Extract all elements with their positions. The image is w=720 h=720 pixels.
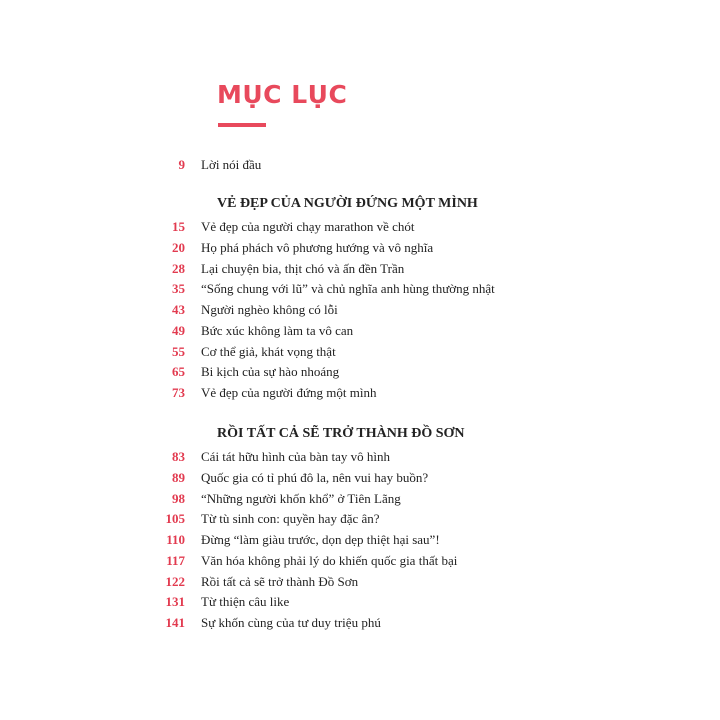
entry-title: Bi kịch của sự hào nhoáng (201, 364, 340, 380)
toc-entry[interactable] (0, 572, 358, 592)
section-heading: RỒI TẤT CẢ SẼ TRỞ THÀNH ĐỒ SƠN (217, 426, 465, 441)
toc-entry[interactable] (0, 489, 401, 509)
page-number: 65 (172, 364, 185, 380)
page-number: 141 (165, 615, 185, 630)
page-number: 117 (166, 552, 185, 568)
page-number: 15 (172, 219, 185, 234)
toc-entry[interactable] (0, 551, 457, 571)
entry-title: Lại chuyện bia, thịt chó và ấn đền Trần (201, 260, 405, 276)
entry-title: “Sống chung với lũ” và chủ nghĩa anh hùng thường nhật (201, 281, 495, 297)
entry-title: Văn hóa không phải lý do khiến quốc gia thất bại (201, 552, 458, 568)
title-underline (218, 123, 266, 127)
entry-title: Từ tù sinh con: quyền hay đặc ân? (201, 511, 380, 527)
page-number: 20 (172, 239, 185, 255)
page-number: 28 (172, 260, 185, 276)
page-number: 105 (165, 511, 185, 527)
page-number: 131 (165, 594, 185, 610)
toc-entry[interactable] (0, 613, 381, 633)
toc-entry[interactable] (0, 447, 390, 467)
entry-title: Bức xúc không làm ta vô can (201, 322, 354, 338)
entry-title: Vẻ đẹp của người đứng một mình (201, 385, 377, 400)
page-number: 43 (172, 302, 185, 317)
entry-title: Quốc gia có tỉ phú đô la, nên vui hay buồn? (201, 469, 429, 485)
entry-title: Lời nói đầu (201, 157, 262, 172)
toc-entry[interactable] (0, 321, 353, 341)
page-number: 55 (172, 343, 185, 359)
entry-title: Vẻ đẹp của người chạy marathon về chót (201, 219, 415, 234)
toc-entry[interactable] (0, 383, 377, 403)
entry-title: Rồi tất cả sẽ trở thành Đồ Sơn (201, 573, 359, 589)
entry-title: Cơ thể giả, khát vọng thật (201, 343, 336, 359)
page-number: 110 (166, 532, 185, 547)
toc-entry[interactable] (0, 530, 440, 550)
page-number: 49 (172, 322, 185, 338)
page-number: 89 (172, 469, 185, 485)
entry-title: Sự khốn cùng của tư duy triệu phú (201, 615, 381, 630)
toc-entry[interactable] (0, 592, 289, 612)
page-number: 83 (172, 449, 185, 464)
toc-entry-intro[interactable] (0, 155, 261, 175)
page-number: 9 (178, 157, 185, 172)
entry-title: Từ thiện câu like (201, 594, 290, 610)
page-number: 122 (165, 573, 185, 589)
toc-entry[interactable] (0, 509, 380, 529)
toc-entry[interactable] (0, 468, 428, 488)
entry-title: Cái tát hữu hình của bàn tay vô hình (201, 449, 391, 464)
entry-title: “Những người khốn khổ” ở Tiên Lãng (201, 490, 401, 506)
page-number: 35 (172, 281, 185, 297)
section-heading: VẺ ĐẸP CỦA NGƯỜI ĐỨNG MỘT MÌNH (217, 196, 478, 211)
toc-entry[interactable] (0, 300, 338, 320)
page-title: MỤC LỤC (217, 80, 348, 109)
toc-entry[interactable] (0, 342, 336, 362)
toc-entry[interactable] (0, 217, 415, 237)
entry-title: Đừng “làm giàu trước, dọn dẹp thiệt hại sau”! (201, 532, 440, 547)
page-number: 98 (172, 490, 185, 506)
toc-entry[interactable] (0, 259, 404, 279)
toc-entry[interactable] (0, 362, 339, 382)
toc-entry[interactable] (0, 238, 433, 258)
toc-entry[interactable] (0, 279, 495, 299)
entry-title: Họ phá phách vô phương hướng và vô nghĩa (201, 239, 434, 255)
entry-title: Người nghèo không có lỗi (201, 302, 338, 317)
page-number: 73 (172, 385, 185, 400)
